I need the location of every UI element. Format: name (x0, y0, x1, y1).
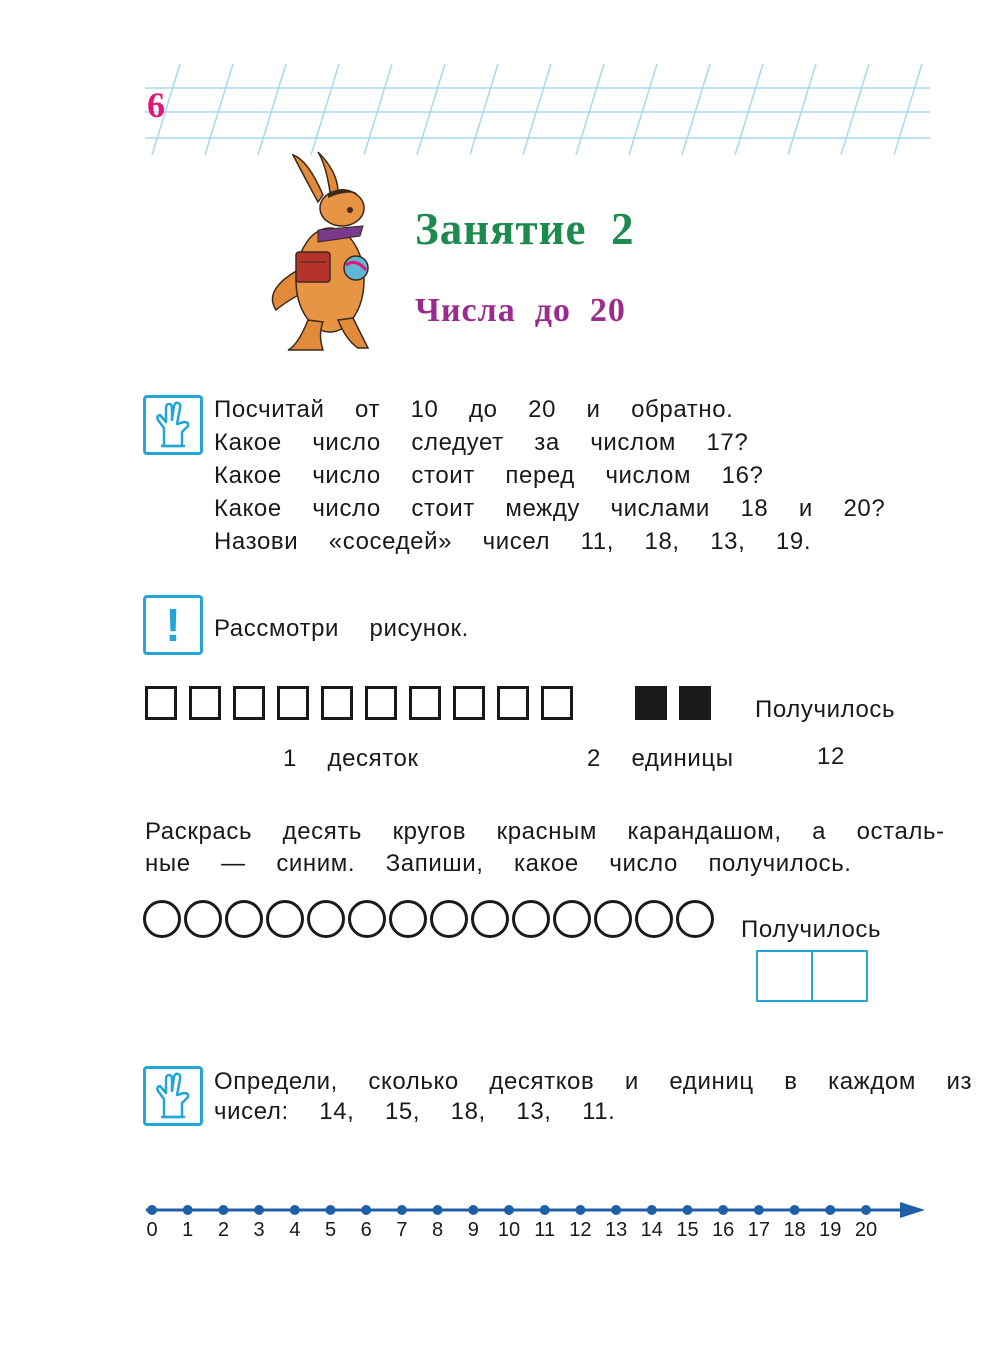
number-line-label: 0 (146, 1219, 158, 1241)
number-line-dot (683, 1205, 693, 1215)
circle[interactable] (430, 900, 468, 938)
kangaroo-illustration (268, 150, 388, 355)
task1-line-2: Какое число следует за числом 17? (214, 429, 749, 456)
circle[interactable] (266, 900, 304, 938)
circle[interactable] (594, 900, 632, 938)
number-line-label: 16 (712, 1219, 735, 1241)
task1-line-1: Посчитай от 10 до 20 и обратно. (214, 396, 734, 423)
number-line-label: 17 (747, 1219, 771, 1241)
circle[interactable] (389, 900, 427, 938)
counting-hand-icon (143, 395, 203, 455)
empty-square (145, 686, 177, 720)
number-line-label: 7 (396, 1219, 408, 1241)
header-ruled-grid (145, 62, 930, 157)
number-line-arrow (900, 1202, 925, 1218)
number-line-label: 20 (854, 1219, 878, 1241)
number-line-label: 3 (253, 1219, 265, 1241)
lesson-subtitle: Числа до 20 (415, 292, 626, 329)
empty-square (365, 686, 397, 720)
number-line-dot (397, 1205, 407, 1215)
number-line-dot (433, 1205, 443, 1215)
result-value: 12 (817, 743, 845, 770)
number-line-label: 5 (324, 1219, 337, 1241)
answer-box[interactable] (756, 950, 868, 1002)
empty-square (409, 686, 441, 720)
number-line-label: 4 (289, 1219, 301, 1241)
number-line-label: 8 (432, 1219, 444, 1241)
circle[interactable] (512, 900, 550, 938)
number-line-label: 2 (217, 1219, 229, 1241)
number-line-label: 18 (783, 1219, 806, 1241)
number-line-label: 14 (640, 1219, 663, 1241)
number-line-dot (290, 1205, 300, 1215)
circle[interactable] (471, 900, 509, 938)
circle[interactable] (676, 900, 714, 938)
number-line-dot (790, 1205, 800, 1215)
circle[interactable] (143, 900, 181, 938)
answer-cell-ones[interactable] (811, 952, 866, 1000)
number-line-dot (361, 1205, 371, 1215)
task3-result-label: Получилось (741, 916, 882, 943)
number-line-label: 6 (360, 1219, 372, 1241)
answer-cell-tens[interactable] (758, 952, 811, 1000)
number-line-dot (540, 1205, 550, 1215)
tens-label: 1 десяток (283, 745, 419, 772)
number-line-dot (147, 1205, 157, 1215)
number-line-dot (218, 1205, 228, 1215)
number-line-label: 1 (182, 1219, 194, 1241)
ones-label: 2 единицы (587, 745, 734, 772)
number-line-label: 12 (569, 1219, 592, 1241)
circle[interactable] (307, 900, 345, 938)
exclamation-icon: ! (143, 595, 203, 655)
page-number: 6 (147, 85, 165, 125)
task1-line-4: Какое число стоит между числами 18 и 20? (214, 495, 886, 522)
task4-line-1: Определи, сколько десятков и единиц в каждом из (214, 1068, 973, 1095)
empty-square (189, 686, 221, 720)
number-line-dot (754, 1205, 764, 1215)
number-line-dot (254, 1205, 264, 1215)
empty-square (497, 686, 529, 720)
filled-square (635, 686, 667, 720)
lesson-title: Занятие 2 (415, 204, 635, 254)
task3-line-2: ные — синим. Запиши, какое число получилось. (145, 850, 852, 877)
number-line-dot (611, 1205, 621, 1215)
empty-square (277, 686, 309, 720)
number-line-dot (504, 1205, 514, 1215)
number-line-dot (718, 1205, 728, 1215)
empty-square (233, 686, 265, 720)
task2-instruction: Рассмотри рисунок. (214, 615, 469, 642)
circle[interactable] (184, 900, 222, 938)
circle[interactable] (225, 900, 263, 938)
empty-square (321, 686, 353, 720)
number-line-dot (647, 1205, 657, 1215)
number-line-label: 19 (819, 1219, 842, 1241)
circle[interactable] (635, 900, 673, 938)
circle[interactable] (348, 900, 386, 938)
number-line-dot (825, 1205, 835, 1215)
task3-line-1: Раскрась десять кругов красным карандашом, а осталь- (145, 818, 945, 845)
number-line-label: 10 (497, 1219, 521, 1241)
empty-square (541, 686, 573, 720)
counting-hand-icon (143, 1066, 203, 1126)
task4-line-2: чисел: 14, 15, 18, 13, 11. (214, 1098, 616, 1125)
result-label: Получилось (755, 696, 896, 723)
number-line-label: 13 (604, 1219, 628, 1241)
task1-line-5: Назови «соседей» чисел 11, 18, 13, 19. (214, 528, 812, 555)
number-line-label: 15 (676, 1219, 699, 1241)
number-line-dot (468, 1205, 478, 1215)
number-line-dot (861, 1205, 871, 1215)
number-line-label: 9 (467, 1219, 479, 1241)
number-line-dot (575, 1205, 585, 1215)
number-line-label: 11 (534, 1219, 556, 1241)
number-line-dot (183, 1205, 193, 1215)
filled-square (679, 686, 711, 720)
empty-square (453, 686, 485, 720)
task1-line-3: Какое число стоит перед числом 16? (214, 462, 764, 489)
circle[interactable] (553, 900, 591, 938)
number-line-dot (326, 1205, 336, 1215)
